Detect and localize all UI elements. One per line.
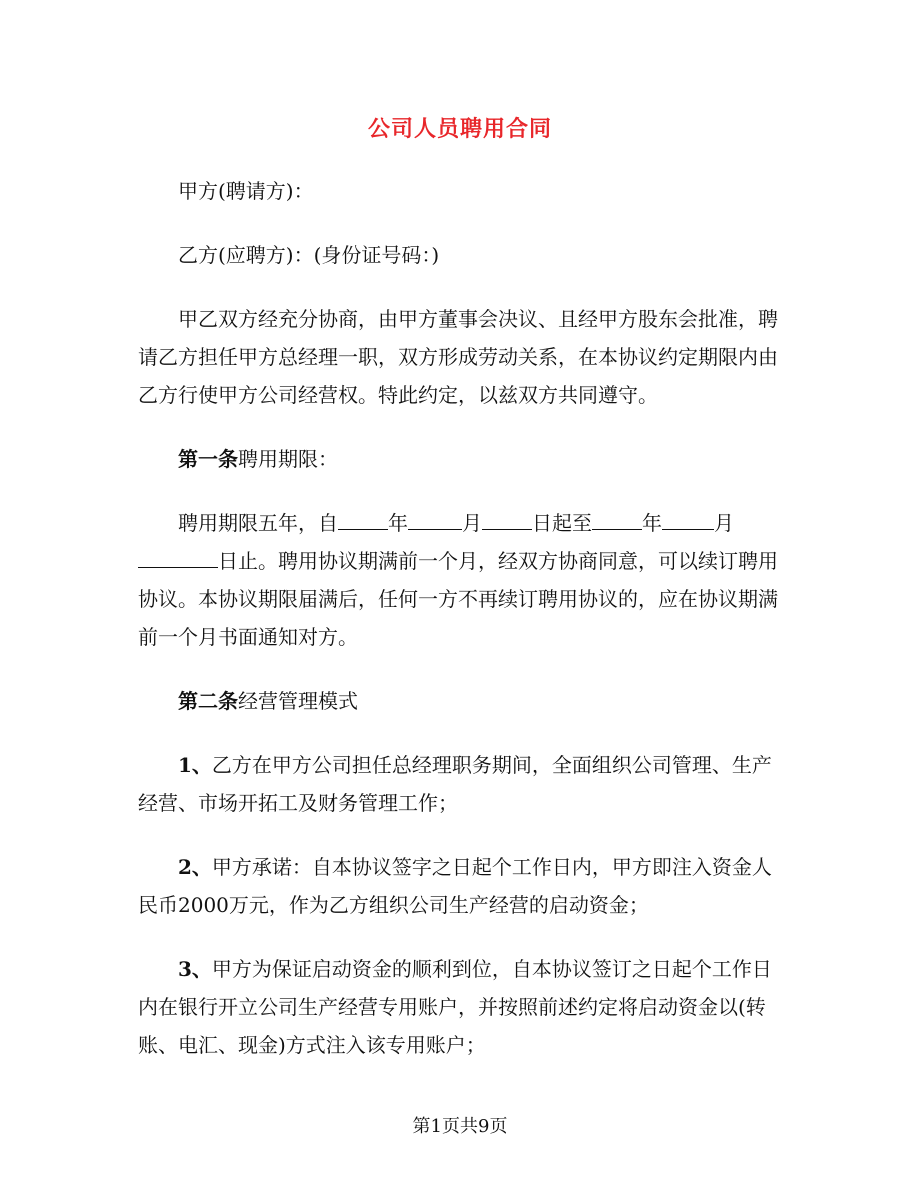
item-2-number: 2、 bbox=[178, 855, 212, 879]
article-1-heading bbox=[138, 440, 788, 478]
start-day-blank bbox=[482, 507, 532, 530]
end-month-blank bbox=[662, 507, 714, 530]
item-1-text: 乙方在甲方公司担任总经理职务期间，全面组织公司管理、生产经营、市场开拓工及财务管理工作； bbox=[138, 753, 772, 815]
page-number-footer: 第1页共9页 bbox=[412, 1116, 508, 1137]
end-year-blank bbox=[592, 507, 642, 530]
end-month-label: 月 bbox=[714, 511, 734, 535]
end-day-label: 日止。 bbox=[218, 549, 278, 573]
start-year-blank bbox=[338, 507, 388, 530]
article-2-item-2 bbox=[138, 848, 788, 924]
start-month-label: 月 bbox=[462, 511, 482, 535]
term-text-rest: 聘用协议期满前一个月，经双方协商同意，可以续订聘用协议。本协议期限届满后，任何一方不再续订聘用协议的，应在协议期满前一个月书面通知对方。 bbox=[138, 549, 778, 649]
item-3-number: 3、 bbox=[178, 957, 212, 981]
article-2-item-1 bbox=[138, 746, 788, 822]
item-3-text: 甲方为保证启动资金的顺利到位，自本协议签订之日起个工作日内在银行开立公司生产经营专用账户，并按照前述约定将启动资金以(转账、电汇、现金)方式注入该专用账户； bbox=[138, 957, 772, 1057]
document-body bbox=[138, 172, 788, 1090]
start-month-blank bbox=[408, 507, 462, 530]
article-1-number: 第一条 bbox=[178, 447, 238, 471]
start-year-label: 年 bbox=[388, 511, 408, 535]
article-1-paragraph bbox=[138, 504, 788, 656]
end-year-label: 年 bbox=[642, 511, 662, 535]
end-day-blank bbox=[138, 545, 218, 568]
start-day-label: 日起至 bbox=[532, 511, 592, 535]
term-text-start: 聘用期限五年，自 bbox=[178, 511, 338, 535]
article-2-number: 第二条 bbox=[178, 689, 238, 713]
article-2-item-3 bbox=[138, 950, 788, 1064]
party-b-line: 乙方(应聘方)：(身份证号码：) bbox=[178, 243, 440, 267]
intro-paragraph: 甲乙双方经充分协商，由甲方董事会决议、且经甲方股东会批准，聘请乙方担任甲方总经理一职，双方形成劳动关系，在本协议约定期限内由乙方行使甲方公司经营权。特此约定，以兹双方共同遵守。 bbox=[138, 307, 778, 407]
party-a-line: 甲方(聘请方)： bbox=[178, 179, 314, 203]
document-title: 公司人员聘用合同 bbox=[367, 116, 552, 142]
item-2-text: 甲方承诺：自本协议签字之日起个工作日内，甲方即注入资金人民币2000万元，作为乙方组织公司生产经营的启动资金； bbox=[138, 855, 772, 917]
item-1-number: 1、 bbox=[178, 753, 212, 777]
article-2-heading bbox=[138, 682, 788, 720]
article-2-title: 经营管理模式 bbox=[238, 689, 358, 713]
article-1-title: 聘用期限： bbox=[238, 447, 338, 471]
